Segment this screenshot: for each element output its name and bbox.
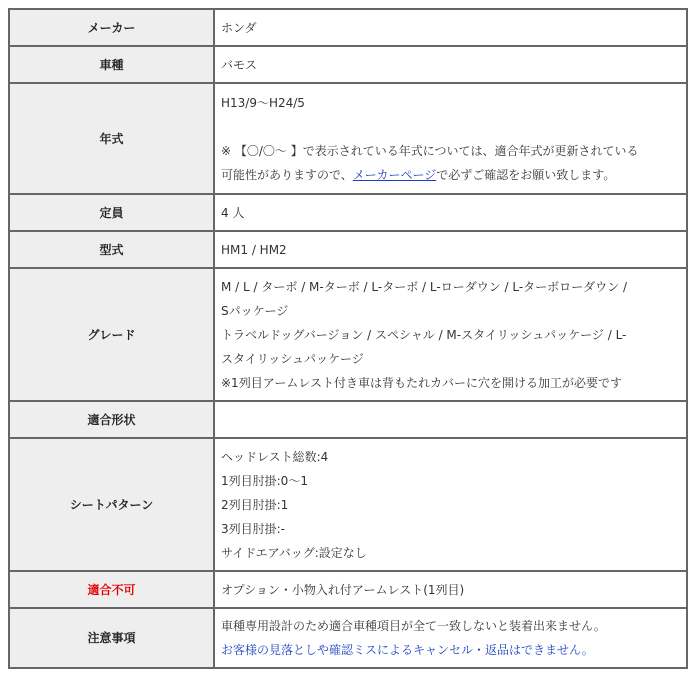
grade-value [214,268,687,401]
capacity-label: 定員 [9,194,214,231]
year-label: 年式 [9,83,214,194]
grade-line: M / L / ターボ / M-ターボ / L-ターボ / L-ローダウン / L-ターボローダウン / [221,279,628,294]
maker-page-link[interactable]: メーカーページ [352,167,437,182]
incompatible-label: 適合不可 [9,571,214,608]
year-value [214,83,687,194]
seat-pattern-line: 2列目肘掛:1 [221,497,289,512]
year-note-line-2 [221,163,680,187]
seat-pattern-label: シートパターン [9,438,214,571]
notes-line-2: お客様の見落としや確認ミスによるキャンセル・返品はできません。 [221,643,594,657]
seat-pattern-line: 1列目肘掛:0～1 [221,473,308,488]
row-seat-pattern [9,438,687,571]
notes-label: 注意事項 [9,608,214,668]
year-note-post: で必ずご確認をお願い致します。 [436,167,616,182]
row-capacity [9,194,687,231]
fit-shape-value [214,401,687,438]
grade-label: グレード [9,268,214,401]
type-label: 型式 [9,231,214,268]
capacity-value: 4 人 [214,194,687,231]
row-fit-shape [9,401,687,438]
fit-shape-label: 適合形状 [9,401,214,438]
grade-note: ※1列目アームレスト付き車は背もたれカバーに穴を開ける加工が必要です [221,375,622,390]
seat-pattern-line: ヘッドレスト総数:4 [221,449,329,464]
maker-value: ホンダ [214,9,687,46]
year-note-pre: 可能性がありますので、 [221,167,353,182]
type-value: HM1 / HM2 [214,231,687,268]
seat-pattern-line: 3列目肘掛:- [221,521,286,536]
notes-value [214,608,687,668]
grade-line: トラベルドッグバージョン / スペシャル / M-スタイリッシュパッケージ / L- [221,327,627,342]
seat-pattern-line: サイドエアバッグ:設定なし [221,545,367,560]
row-notes [9,608,687,668]
grade-line: Sパッケージ [221,303,289,318]
row-model [9,46,687,83]
notes-line-1: 車種専用設計のため適合車種項目が全て一致しないと装着出来ません。 [221,619,606,633]
maker-label: メーカー [9,9,214,46]
year-range: H13/9～H24/5 [221,95,305,110]
model-value: バモス [214,46,687,83]
year-spacer [221,115,680,139]
grade-line: スタイリッシュパッケージ [221,351,364,366]
seat-pattern-value [214,438,687,571]
row-year [9,83,687,194]
model-label: 車種 [9,46,214,83]
row-incompatible [9,571,687,608]
row-maker [9,9,687,46]
year-note-line-1: ※ 【〇/〇～ 】で表示されている年式については、適合年式が更新されている [221,143,639,158]
incompatible-value: オプション・小物入れ付アームレスト(1列目) [214,571,687,608]
row-grade [9,268,687,401]
row-type [9,231,687,268]
vehicle-spec-table [8,8,688,669]
